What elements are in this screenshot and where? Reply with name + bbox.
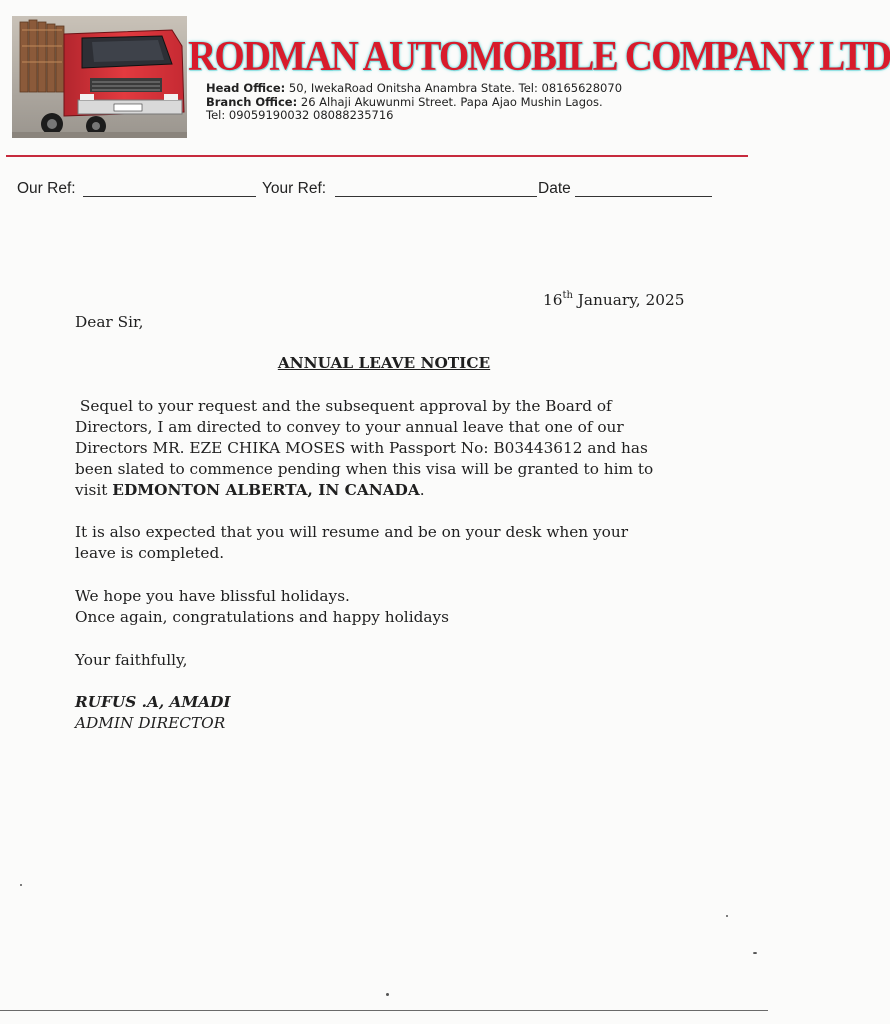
your-ref-blank	[335, 196, 537, 197]
paragraph-3-line: We hope you have blissful holidays.	[75, 587, 350, 605]
branch-office-line	[206, 96, 746, 110]
paragraph-1-line: Directors MR. EZE CHIKA MOSES with Passport No: B03443612 and has	[75, 439, 648, 457]
office-info	[206, 82, 746, 123]
our-ref-label: Our Ref:	[17, 180, 76, 197]
paragraph-2-line: leave is completed.	[75, 544, 225, 562]
branch-office-text: 26 Alhaji Akuwunmi Street. Papa Ajao Mushin Lagos.	[297, 94, 603, 109]
scan-edge-line	[0, 1010, 768, 1011]
signatory-name: RUFUS .A, AMADI	[75, 693, 231, 711]
scan-speck	[726, 915, 728, 917]
scan-speck	[386, 993, 389, 996]
paragraph-1-line: been slated to commence pending when this visa will be granted to him to	[75, 460, 654, 478]
letter-date	[543, 290, 684, 311]
date-blank	[575, 196, 712, 197]
head-office-line	[206, 82, 746, 96]
our-ref-blank	[83, 196, 256, 197]
letter-subject	[0, 353, 768, 374]
branch-office-label: Branch Office:	[206, 94, 298, 109]
head-office-text: 50, IwekaRoad Onitsha Anambra State. Tel: 08165628070	[285, 81, 623, 95]
paragraph-1-line: Sequel to your request and the subsequent approval by the Board of	[75, 397, 612, 415]
scan-speck	[20, 884, 22, 886]
date-suffix: th	[562, 289, 573, 301]
destination: EDMONTON ALBERTA, IN CANADA	[112, 481, 420, 499]
subject-text: ANNUAL LEAVE NOTICE	[277, 354, 491, 372]
salutation: Dear Sir,	[75, 313, 144, 331]
visit-prefix: visit	[75, 481, 113, 499]
date-label: Date	[538, 180, 571, 197]
paragraph-2-line: It is also expected that you will resume and be on your desk when your	[75, 523, 629, 541]
your-ref-label: Your Ref:	[262, 180, 327, 197]
paragraph-1	[75, 396, 695, 501]
telephone-line: Tel: 09059190032 08088235716	[206, 108, 394, 122]
paragraph-3-line: Once again, congratulations and happy holidays	[75, 608, 449, 626]
date-day: 16	[543, 291, 563, 309]
reference-row	[17, 180, 737, 202]
period: .	[419, 481, 425, 499]
paragraph-1-last-line	[75, 480, 695, 501]
date-month-year: January, 2025	[572, 291, 685, 309]
paragraph-2	[75, 522, 695, 564]
scan-speck	[753, 952, 757, 954]
paragraph-1-line: Directors, I am directed to convey to your annual leave that one of our	[75, 418, 624, 436]
closing: Your faithfully,	[75, 651, 188, 669]
paragraph-3	[75, 586, 695, 628]
head-office-label: Head Office:	[206, 81, 286, 95]
signatory-title: ADMIN DIRECTOR	[75, 714, 226, 732]
letterhead-divider	[6, 155, 748, 157]
truck-logo-image	[12, 16, 187, 138]
company-name: RODMAN AUTOMOBILE COMPANY LTD	[188, 34, 890, 80]
